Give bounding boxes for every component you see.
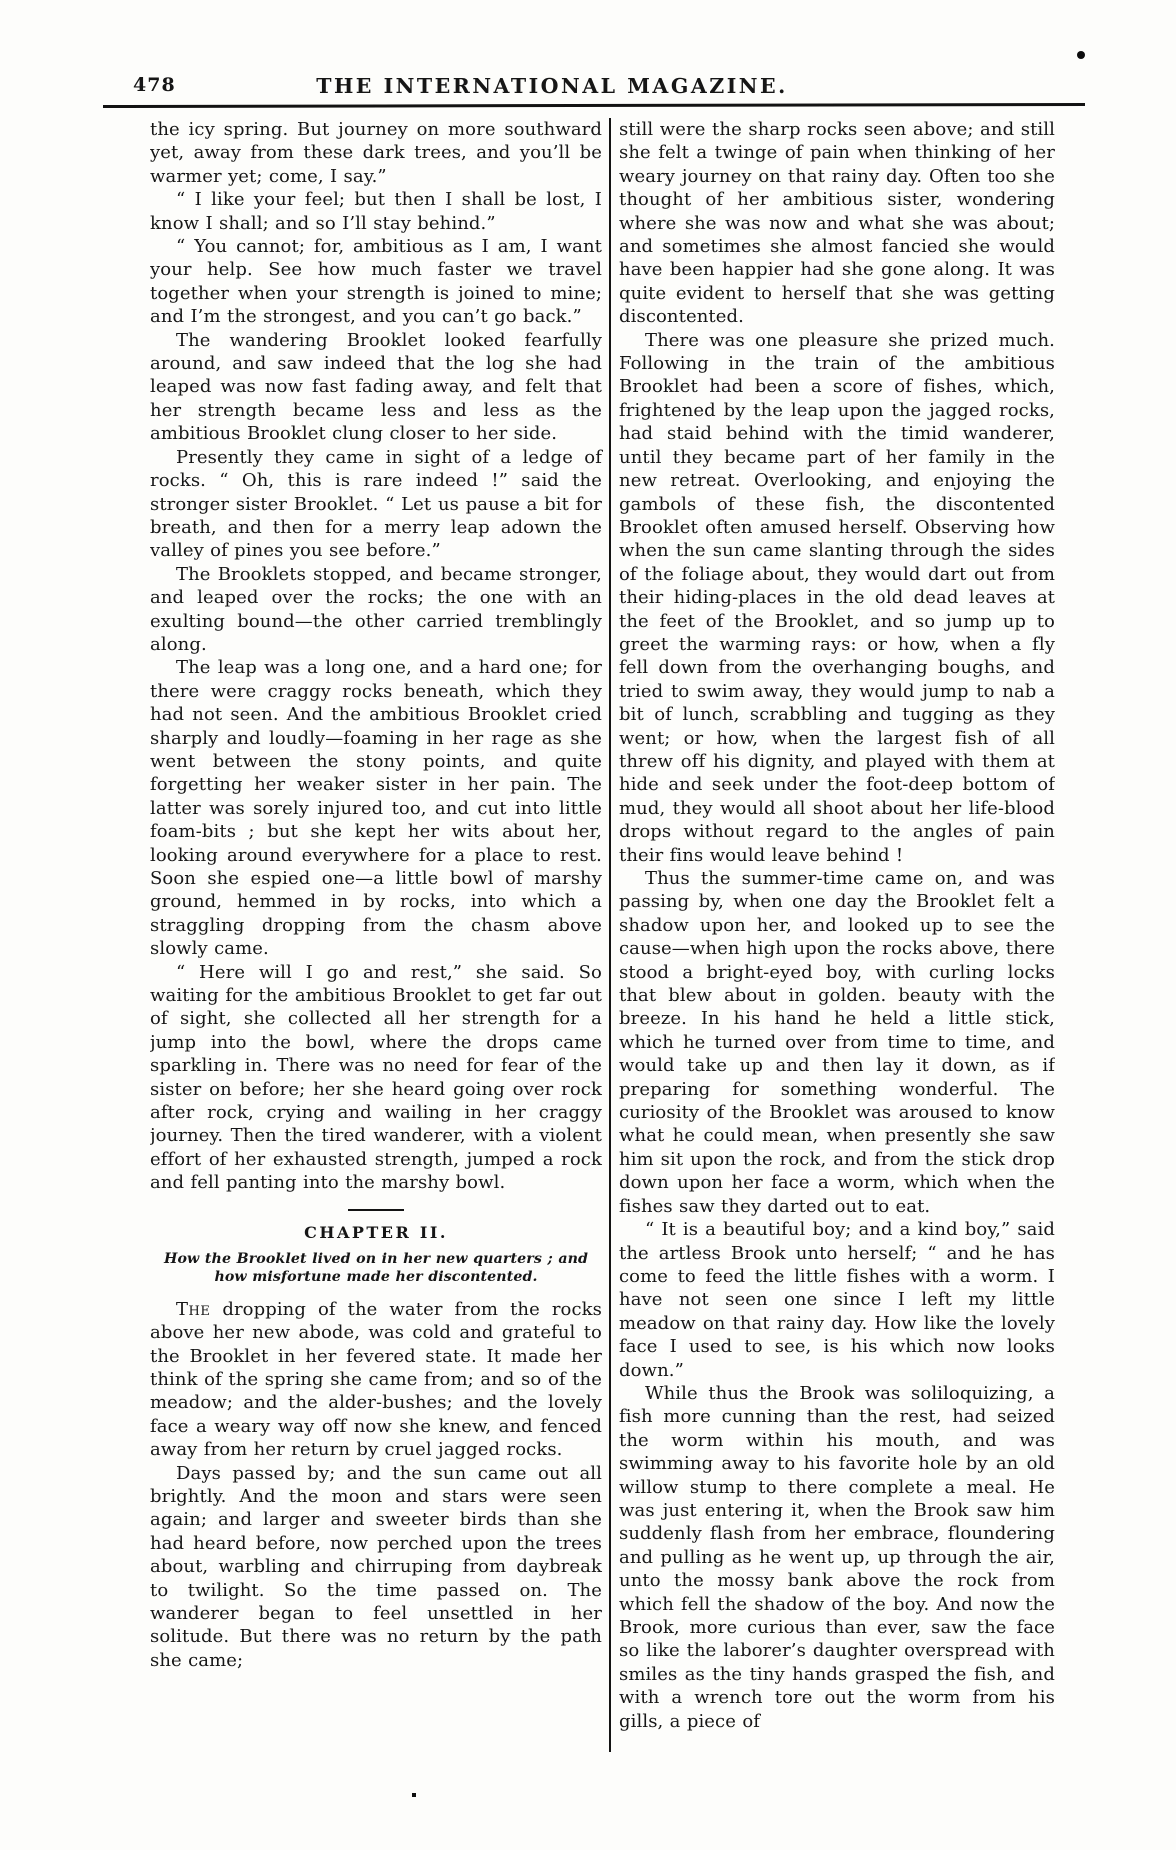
paragraph: The Brooklets stopped, and became stronger, and leaped over the rocks; the one with an exulting bound—the other carried tremblingly along. <box>150 563 602 655</box>
paragraph: The wandering Brooklet looked fearfully around, and saw indeed that the log she had leaped was now fast fading away, and felt that her strength became less and less as the ambitious Brooklet clung closer to her side. <box>150 329 602 445</box>
paragraph: still were the sharp rocks seen above; and still she felt a twinge of pain when thinking of her weary journey on that rainy day. Often too she thought of her ambitious sister, wondering where she was now and what she was about; and sometimes she almost fancied she would have been happier had she gone along. It was quite evident to herself that she was getting discontented. <box>619 119 1055 328</box>
paragraph: “ You cannot; for, ambitious as I am, I want your help. See how much faster we travel together when your strength is joined to mine; and I’m the strongest, and you can’t go back.” <box>150 236 602 328</box>
paragraph: Presently they came in sight of a ledge of rocks. “ Oh, this is rare indeed !” said the stronger sister Brooklet. “ Let us pause a bit for breath, and then for a merry leap adown the valley of pines you see before.” <box>150 446 602 562</box>
paragraph: Days passed by; and the sun came out all brightly. And the moon and stars were seen again; and larger and sweeter birds than she had heard before, now perched upon the trees about, warbling and chirruping from daybreak to twilight. So the time passed on. The wanderer began to feel unsettled in her solitude. But there was no return by the path she came; <box>150 1462 602 1671</box>
paragraph: There was one pleasure she prized much. Following in the train of the ambitious Brooklet had been a score of fishes, which, frightened by the leap upon the jagged rocks, had staid behind with the timid wanderer, until they became part of her family in the new retreat. Overlooking, and enjoying the gambols of these fish, the discontented Brooklet often amused herself. Observing how when the sun came slanting through the sides of the foliage about, they would dart out from their hiding-places in the old dead leaves at the feet of the Brooklet, and so jump up to greet the warming rays: or how, when a fly fell down from the overhanging boughs, and tried to swim away, they would jump to nab a bit of lunch, scrabbling and tugging as they went; or how, when the largest fish of all threw off his dignity, and played with them at hide and seek under the foot-deep bottom of mud, they would all shoot about her life-blood drops without regard to the angles of pain their fins would leave behind ! <box>619 329 1055 866</box>
paragraph: the icy spring. But journey on more southward yet, away from these dark trees, and you’ll be warmer yet; come, I say.” <box>150 119 602 187</box>
column-divider <box>609 118 611 1752</box>
chapter-divider <box>348 1209 404 1211</box>
magazine-title: THE INTERNATIONAL MAGAZINE. <box>316 74 788 98</box>
header-rule <box>103 103 1085 108</box>
ink-speck-icon <box>1077 51 1085 59</box>
chapter-subtitle: How the Brooklet lived on in her new quarters ; and how misfortune made her discontented. <box>163 1250 589 1286</box>
lead-word: The <box>176 1298 211 1320</box>
paragraph-text: dropping of the water from the rocks above her new abode, was cold and grateful to the Brooklet in her fevered state. It made her think of the spring she came from; and so of the meadow; and the alder-bushes; and the lovely face a weary way off now she knew, and fenced away from her return by cruel jagged rocks. <box>150 1298 602 1461</box>
page-number: 478 <box>133 74 176 96</box>
paragraph: The leap was a long one, and a hard one; for there were craggy rocks beneath, which they had not seen. And the ambitious Brooklet cried sharply and loudly—foaming in her rage as she went between the stony points, and quite forgetting her weaker sister in her pain. The latter was sorely injured too, and cut into little foam-bits ; but she kept her wits about her, looking around everywhere for a place to rest. Soon she espied one—a little bowl of marshy ground, hemmed in by rocks, into which a straggling dropping from the chasm above slowly came. <box>150 657 602 960</box>
paragraph <box>150 1298 602 1462</box>
paragraph: “ It is a beautiful boy; and a kind boy,” said the artless Brook unto herself; “ and he has come to feed the little fishes with a worm. I have not seen one since I left my little meadow on that rainy day. How like the lovely face I used to see, is his which now looks down.” <box>619 1219 1055 1381</box>
paragraph: “ I like your feel; but then I shall be lost, I know I shall; and so I’ll stay behind.” <box>150 189 602 234</box>
chapter-heading: CHAPTER II. <box>304 1222 448 1242</box>
ink-speck-icon <box>412 1793 416 1797</box>
paragraph: “ Here will I go and rest,” she said. So waiting for the ambitious Brooklet to get far out of sight, she collected all her strength for a jump into the bowl, where the drops came sparkling in. There was no need for fear of the sister on before; her she heard going over rock after rock, crying and wailing in her craggy journey. Then the tired wanderer, with a violent effort of her exhausted strength, jumped a rock and fell panting into the marshy bowl. <box>150 961 602 1194</box>
left-column <box>150 118 602 1752</box>
paragraph: Thus the summer-time came on, and was passing by, when one day the Brooklet felt a shadow upon her, and looked up to see the cause—when high upon the rocks above, there stood a bright-eyed boy, with curling locks that blew about in golden. beauty with the breeze. In his hand he held a little stick, which he turned over from time to time, and would take up and then lay it down, as if preparing for something wonderful. The curiosity of the Brooklet was aroused to know what he could mean, when presently she saw him sit upon the rock, and from the stick drop down upon her face a worm, which when the fishes saw they darted out to eat. <box>619 868 1055 1217</box>
running-head <box>0 74 1104 102</box>
right-column <box>619 118 1055 1752</box>
paragraph: While thus the Brook was soliloquizing, a fish more cunning than the rest, had seized the worm within his mouth, and was swimming away to his favorite hole by an old willow stump to there complete a meal. He was just entering it, when the Brook saw him suddenly flash from her embrace, floundering and pulling as he went up, up through the air, unto the mossy bank above the rock from which fell the shadow of the boy. And now the Brook, more curious than ever, saw the face so like the laborer’s daughter overspread with smiles as the tiny hands grasped the fish, and with a wrench tore out the worm from his gills, a piece of <box>619 1382 1055 1732</box>
text-columns <box>150 118 1055 1752</box>
